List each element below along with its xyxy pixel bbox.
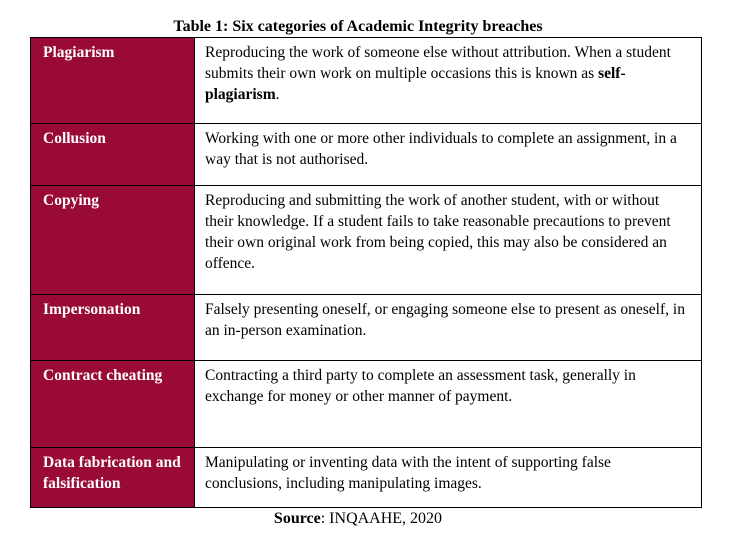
table-row	[31, 361, 702, 448]
description-cell: Working with one or more other individuals to complete an assignment, in a way that is not authorised.	[195, 124, 702, 186]
description-cell: Reproducing and submitting the work of another student, with or without their knowledge. If a student fails to take reasonable precautions to prevent their own original work from being copied, this may also be considered an offence.	[195, 186, 702, 295]
table-row	[31, 186, 702, 295]
table-caption: Table 1: Six categories of Academic Integrity breaches	[173, 18, 543, 35]
table-row	[31, 38, 702, 124]
description-text: Reproducing the work of someone else without attribution. When a student submits their own work on multiple occasions this is known as	[205, 44, 671, 82]
category-cell: Copying	[31, 186, 195, 295]
source-label: Source	[273, 510, 321, 527]
emphasis-text: self-plagiarism	[205, 65, 626, 103]
table-row	[31, 124, 702, 186]
description-cell	[195, 38, 702, 124]
description-cell: Falsely presenting oneself, or engaging someone else to present as oneself, in an in-person examination.	[195, 295, 702, 361]
table-row	[31, 295, 702, 361]
category-cell: Plagiarism	[31, 38, 195, 124]
source-text: : INQAAHE, 2020	[320, 510, 443, 527]
category-cell: Data fabrication and falsification	[31, 448, 195, 508]
breaches-table	[30, 37, 702, 508]
description-tail: .	[275, 86, 280, 103]
category-cell: Collusion	[31, 124, 195, 186]
category-cell: Impersonation	[31, 295, 195, 361]
description-cell: Contracting a third party to complete an assessment task, generally in exchange for money or other manner of payment.	[195, 361, 702, 448]
description-cell: Manipulating or inventing data with the intent of supporting false conclusions, including manipulating images.	[195, 448, 702, 508]
source-note	[0, 509, 716, 529]
table-row	[31, 448, 702, 508]
category-cell: Contract cheating	[31, 361, 195, 448]
